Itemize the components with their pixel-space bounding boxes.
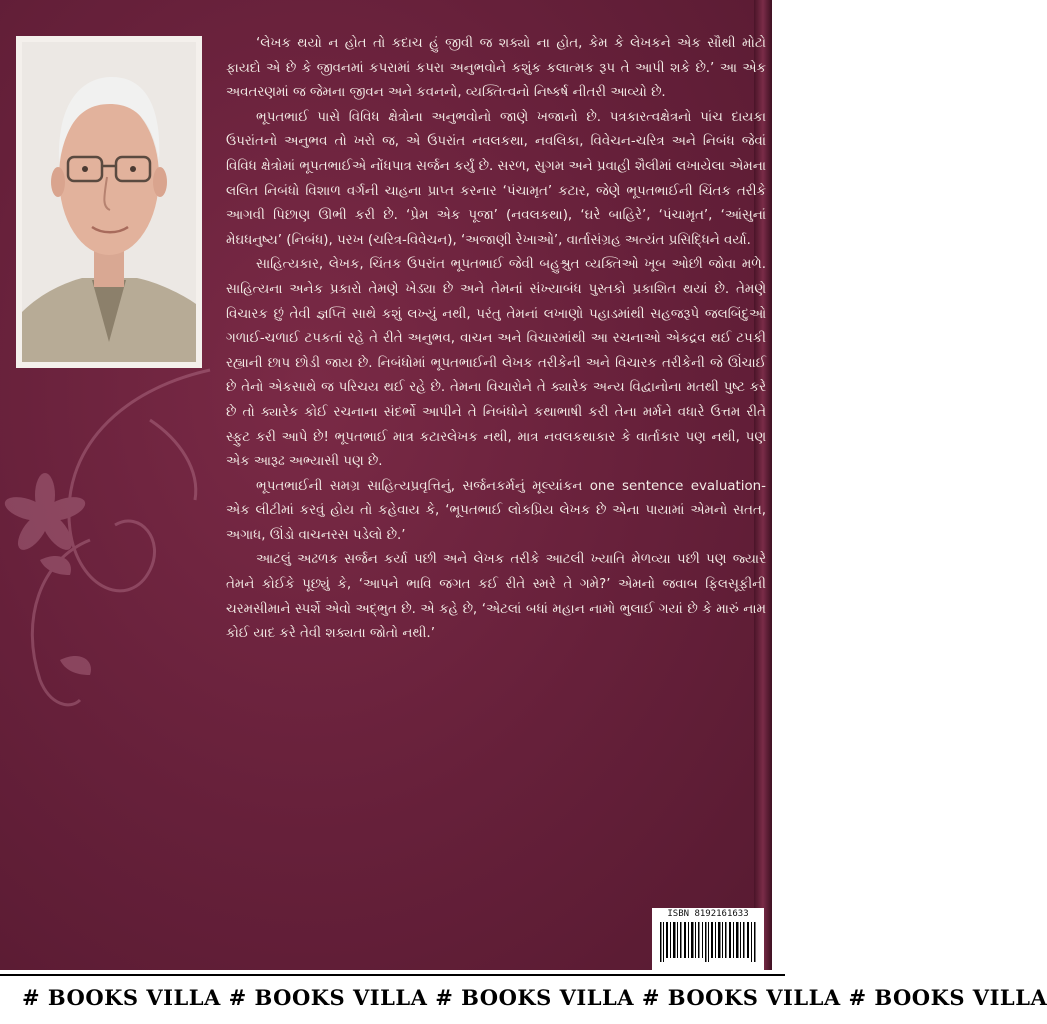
books-villa-watermark xyxy=(0,974,1047,1022)
isbn-barcode-box xyxy=(652,908,764,970)
isbn-label: ISBN 8192161633 xyxy=(667,909,749,919)
paragraph-closing: આટલું અઢળક સર્જન કર્યા પછી અને લેખક તરીકે આટલી ખ્યાતિ મેળવ્યા પછી પણ જ્યારે તેમને કોઈકે પૂછ્યું કે, ‘આપને ભાવિ જગત કઈ રીતે સ્મરે તે ગમે?’ એમનો જવાબ ફિલસૂફીની ચરમસીમાને સ્પર્શે એવો અદ્ભુત છે. એ કહે છે, ‘એટલાં બધાં મહાન નામો ભુલાઈ ગયાં છે કે મારું નામ કોઈ યાદ કરે તેવી શક્યતા જોતો નથી.’ xyxy=(226,552,766,642)
author-photo xyxy=(22,42,196,362)
blurb-text xyxy=(226,32,766,647)
floral-ornament xyxy=(0,360,220,720)
paragraph-intro: ‘લેખક થયો ન હોત તો કદાચ હું જીવી જ શક્યો ના હોત, કેમ કે લેખકને એક સૌથી મોટો ફાયદો એ છે કે જીવનમાં કપરામાં કપરા અનુભવોને કશુંક કલાત્મક રૂપ તે આપી શકે છે.’ આ એક અવતરણમાં જ જેમના જીવન અને કવનનો, વ્યક્તિત્વનો નિષ્કર્ષ નીતરી આવ્યો છે. xyxy=(226,36,766,101)
paragraph-experience: ભૂપતભાઈ પાસે વિવિધ ક્ષેત્રોના અનુભવોનો જાણે ખજાનો છે. પત્રકારત્વક્ષેત્રનો પાંચ દાયકા ઉપરાંતનો અનુભવ તો ખરો જ, એ ઉપરાંત નવલકથા, નવલિકા, વિવેચન-ચરિત્ર અને નિબંધ જેવાં વિવિધ ક્ષેત્રોમાં ભૂપતભાઈએ નોંધપાત્ર સર્જન કર્યું છે. સરળ, સુગમ અને પ્રવાહી શૈલીમાં લખાયેલા એમના લલિત નિબંધો વિશાળ વર્ગની ચાહના પ્રાપ્ત કરનાર ‘પંચામૃત’ કટાર, જેણે ભૂપતભાઈની ચિંતક તરીકે આગવી પિછાણ ઊભી કરી છે. ‘પ્રેમ એક પૂજા’ (નવલકથા), ‘ઘરે બાહિરે’, ‘પંચામૃત’, ‘આંસુનાં મેઘધનુષ્ય’ (નિબંધ), પરખ (ચરિત્ર-વિવેચન), ‘અજાણી રેખાઓ’, વાર્તાસંગ્રહ અત્યંત પ્રસિદ્ધિને વર્યા. xyxy=(226,109,766,248)
barcode xyxy=(658,922,758,968)
watermark-text: # BOOKS VILLA # BOOKS VILLA # BOOKS VILLA # BOOKS VILLA # BOOKS VILLA xyxy=(22,985,1047,1010)
paragraph-evaluation: ભૂપતભાઈની સમગ્ર સાહિત્યપ્રવૃત્તિનું, સર્જનકર્મનું મૂલ્યાંકન one sentence evaluation- એક લીટીમાં કરવું હોય તો કહેવાય કે, ‘ભૂપતભાઈ લોકપ્રિય લેખક છે એના પાયામાં એમનો સતત, અગાધ, ઊંડો વાચનરસ પડેલો છે.’ xyxy=(226,478,766,543)
paragraph-scholar: સાહિત્યકાર, લેખક, ચિંતક ઉપરાંત ભૂપતભાઈ જેવી બહુશ્રુત વ્યક્તિઓ ખૂબ ઓછી જોવા મળે. સાહિત્યના અનેક પ્રકારો તેમણે ખેડ્યા છે અને તેમનાં સંખ્યાબંધ પુસ્તકો પ્રકાશિત થયાં છે. તેમણે વિચારક છું તેવી જ્ઞપ્તિ સાથે કશું લખ્યું નથી, પરંતુ તેમનાં લખાણો પહાડમાંથી સહજરૂપે જલબિંદુઓ ગળાઈ-ચળાઈ ટપકતાં રહે તે રીતે અનુભવ, વાચન અને વિચારમાંથી આ રચનાઓ એકદ્રવ થઈ ટપકી રહ્યાની છાપ છોડી જાય છે. નિબંધોમાં ભૂપતભાઈની લેખક તરીકેની અને વિચારક તરીકેની જે ઊંચાઈ છે તેનો એકસાથે જ પરિચય થઈ રહે છે. તેમના વિચારોને તે ક્યારેક અન્ય વિદ્વાનોના મતથી પુષ્ટ કરે છે તો ક્યારેક કોઈ રચનાના સંદર્ભો આપીને તે નિબંધોને કથાભાષી કરી તેના મર્મને વધારે ઉત્તમ રીતે સ્ફુટ કરી આપે છે! ભૂપતભાઈ માત્ર કટારલેખક નથી, માત્ર નવલકથાકાર કે વાર્તાકાર પણ નથી, પણ એક આરૂઢ અભ્યાસી પણ છે. xyxy=(226,257,766,470)
author-photo-frame xyxy=(16,36,202,368)
